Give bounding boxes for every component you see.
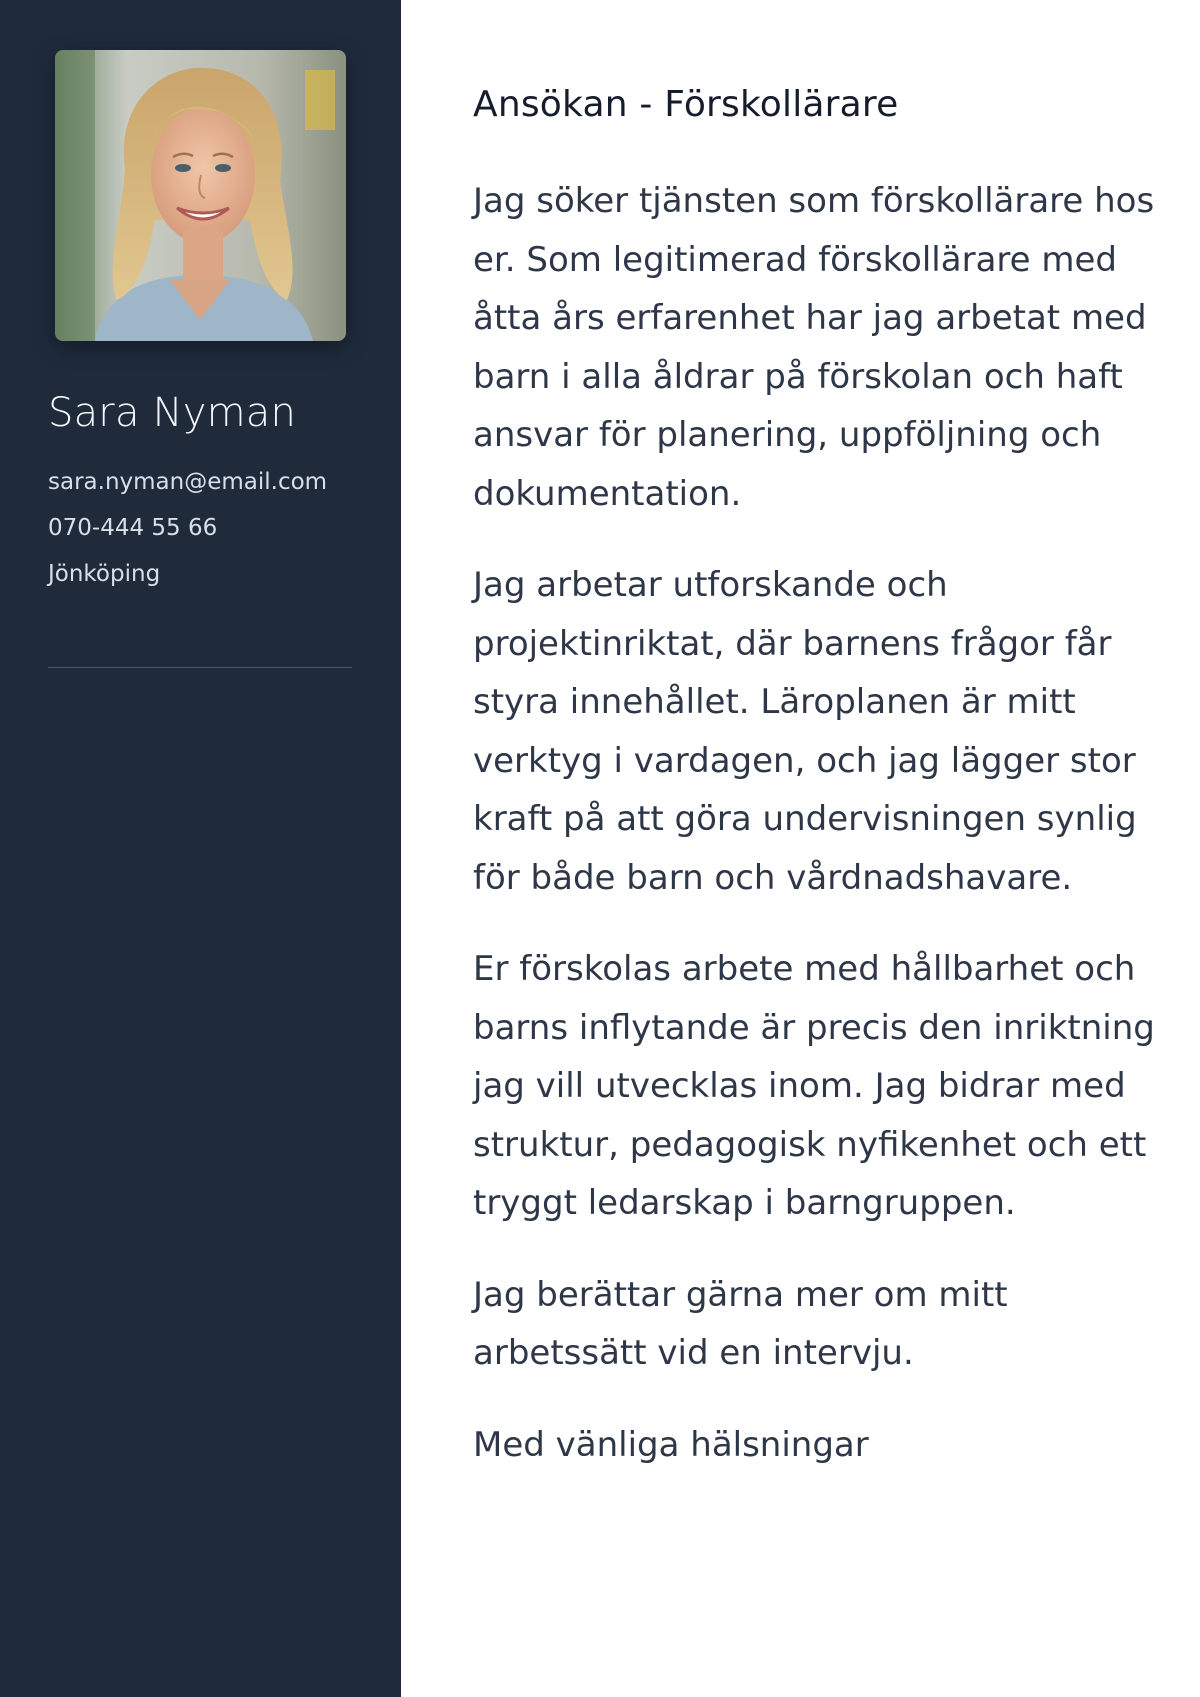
letter-paragraph: Jag söker tjänsten som förskollärare hos er. Som legitimerad förskollärare med åtta års erfarenhet har jag arbetat med barn i alla åldrar på förskolan och haft ansvar för planering, uppföljning och dokumentation. — [473, 181, 1155, 514]
profile-sidebar — [0, 0, 401, 1697]
letter-title: Ansökan - Förskollärare — [473, 84, 899, 125]
letter-closing: Med vänliga hälsningar — [473, 1424, 869, 1465]
letter-paragraph: Er förskolas arbete med hållbarhet och barns inflytande är precis den inriktning jag vill utvecklas inom. Jag bidrar med struktur, pedagogisk nyfikenhet och ett tryggt ledarskap i barngruppen. — [473, 949, 1155, 1223]
sidebar-divider — [48, 667, 352, 668]
contact-details — [48, 459, 401, 597]
profile-photo — [55, 50, 346, 341]
email-text: sara.nyman@email.com — [48, 469, 328, 495]
letter-body — [401, 0, 1200, 1697]
city-text: Jönköping — [48, 561, 161, 587]
letter-paragraph: Jag berättar gärna mer om mitt arbetssätt vid en intervju. — [473, 1274, 1008, 1373]
letter-paragraph: Jag arbetar utforskande och projektinriktat, där barnens frågor får styra innehållet. Läroplanen är mitt verktyg i vardagen, och jag lägger stor kraft på att göra undervisningen synlig för både barn och vårdnadshavare. — [473, 565, 1137, 898]
applicant-name: Sara Nyman — [48, 390, 296, 436]
phone-text: 070-444 55 66 — [48, 515, 218, 541]
